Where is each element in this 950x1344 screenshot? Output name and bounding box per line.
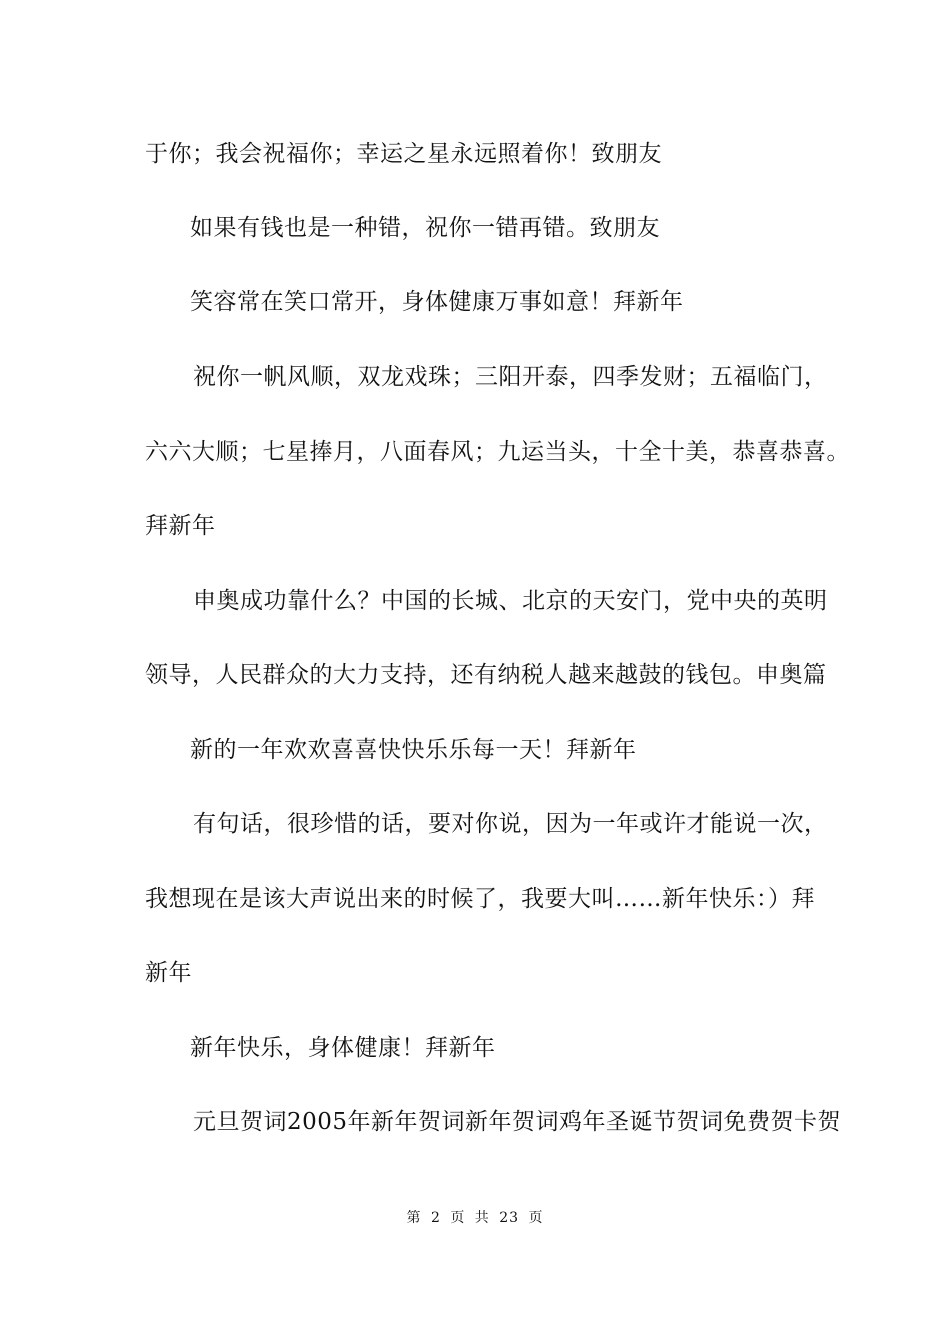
- text-line: 有句话，很珍惜的话，要对你说，因为一年或许才能说一次，: [193, 811, 828, 837]
- text-line: 如果有钱也是一种错，祝你一错再错。致朋友: [190, 215, 660, 241]
- text-line: 领导，人民群众的大力支持，还有纳税人越来越鼓的钱包。申奥篇: [145, 662, 827, 688]
- footer-gong: 共: [474, 1210, 490, 1226]
- text-line: 拜新年: [145, 513, 216, 539]
- footer-page-number: 2: [430, 1210, 441, 1226]
- text-line: 新年: [145, 960, 192, 986]
- text-line: 新年快乐，身体健康！拜新年: [190, 1035, 496, 1061]
- page-footer: [0, 1208, 950, 1228]
- footer-ye: 页: [450, 1210, 466, 1226]
- text-line: 于你；我会祝福你；幸运之星永远照着你！致朋友: [145, 141, 662, 167]
- text-line: 祝你一帆风顺，双龙戏珠；三阳开泰，四季发财；五福临门，: [193, 364, 828, 390]
- text-line: 元旦贺词2005年新年贺词新年贺词鸡年圣诞节贺词免费贺卡贺: [193, 1109, 842, 1135]
- footer-total-pages: 23: [499, 1210, 520, 1226]
- text-line: 六六大顺；七星捧月，八面春风；九运当头，十全十美，恭喜恭喜。: [145, 439, 850, 465]
- text-line: 新的一年欢欢喜喜快快乐乐每一天！拜新年: [190, 737, 637, 763]
- footer-ye2: 页: [528, 1210, 544, 1226]
- text-line: 我想现在是该大声说出来的时候了，我要大叫……新年快乐：）拜: [145, 886, 815, 912]
- footer-di: 第: [406, 1210, 422, 1226]
- text-line: 申奥成功靠什么？中国的长城、北京的天安门，党中央的英明: [193, 588, 828, 614]
- text-line: 笑容常在笑口常开，身体健康万事如意！拜新年: [190, 289, 684, 315]
